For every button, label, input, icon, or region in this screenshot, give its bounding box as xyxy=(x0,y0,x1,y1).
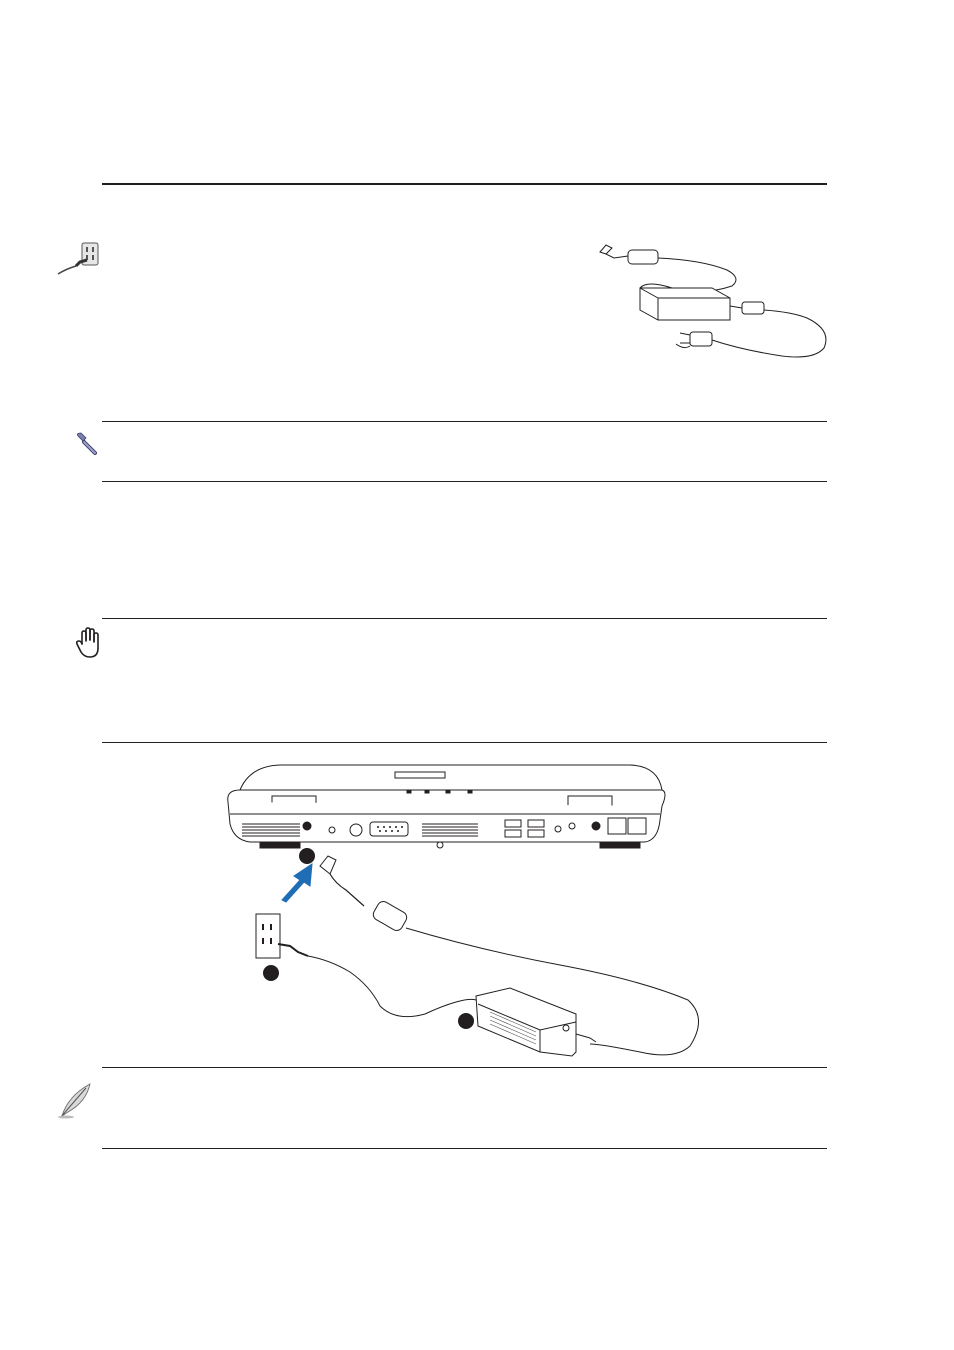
caution-divider-top xyxy=(102,618,827,619)
top-heading-rule xyxy=(102,183,827,185)
note-divider-bottom xyxy=(102,481,827,482)
feather-note-divider-top xyxy=(102,1067,827,1068)
ac-adapter-illustration xyxy=(592,240,830,362)
feather-note-divider-bottom xyxy=(102,1148,827,1149)
feather-note-icon xyxy=(56,1080,96,1120)
step-1-marker xyxy=(299,848,315,864)
caution-divider-bottom xyxy=(102,742,827,743)
hand-stop-icon xyxy=(76,626,100,660)
wrench-icon xyxy=(75,432,99,456)
step-3-marker xyxy=(458,1013,474,1029)
power-plug-icon xyxy=(56,238,102,276)
step-2-marker xyxy=(263,965,279,981)
note-divider-top xyxy=(102,421,827,422)
